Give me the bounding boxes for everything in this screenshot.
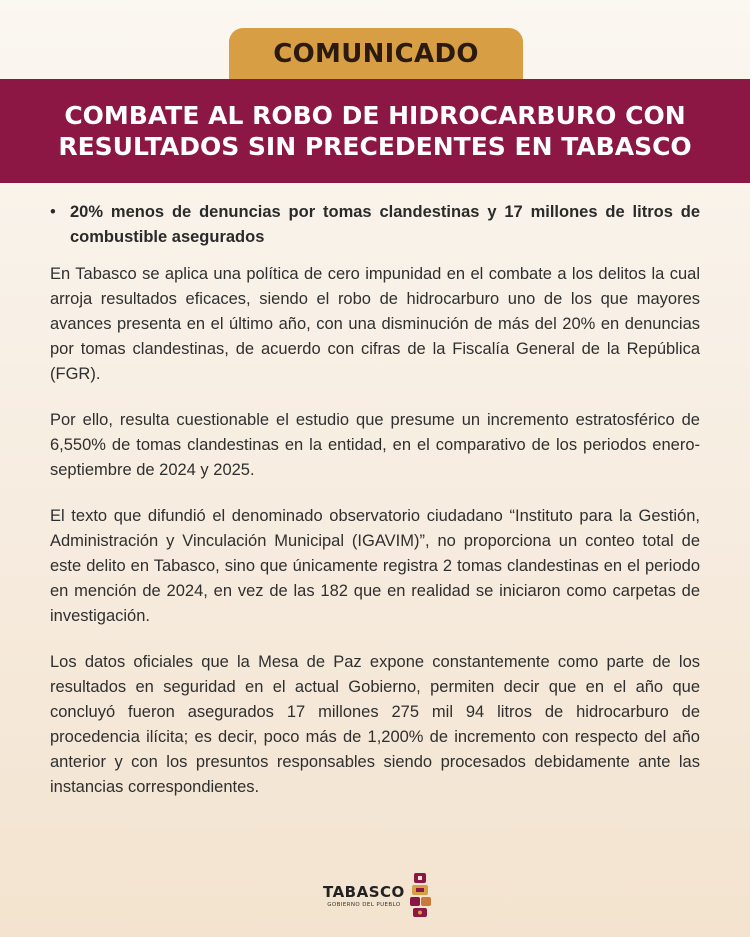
- main-content: [50, 200, 700, 821]
- logo-word: TABASCO: [323, 882, 405, 901]
- title-banner: [0, 79, 750, 183]
- paragraph-1: En Tabasco se aplica una política de cero impunidad en el combate a los delitos la cual arroja resultados eficaces, siendo el robo de hidrocarburo uno de los que mayores avances presenta en el último año, con una disminución de más del 20% en denuncias por tomas clandestinas, de acuerdo con cifras de la Fiscalía General de la República (FGR).: [50, 265, 700, 383]
- paragraph-3: El texto que difundió el denominado observatorio ciudadano “Instituto para la Gestión, Administración y Vinculación Municipal (IGAVIM)”, no proporciona un conteo total de este delito en Tabasco, sino que únicamente registra 2 tomas clandestinas en el periodo en mención de 2024, en vez de las 182 que en realidad se iniciaron como carpetas de investigación.: [50, 507, 700, 625]
- paragraph-4: Los datos oficiales que la Mesa de Paz expone constantemente como parte de los resultados en seguridad en el actual Gobierno, permiten decir que en el año que concluyó fueron asegurados 17 millones 275 mil 94 litros de hidrocarburo de procedencia ilícita; es decir, poco más de 1,200% de incremento con respecto del año anterior y con los presuntos responsables siendo procesados debidamente ante las instancias correspondientes.: [50, 653, 700, 796]
- logo-text: [323, 883, 405, 908]
- paragraph-2: Por ello, resulta cuestionable el estudio que presume un incremento estratosférico de 6,550% de tomas clandestinas en la entidad, en el comparativo de los periodos enero-septiembre de 2024 y 2025.: [50, 411, 700, 479]
- comunicado-tab: [229, 28, 523, 80]
- logo-subtitle: GOBIERNO DEL PUEBLO: [327, 901, 401, 908]
- page-title: COMBATE AL ROBO DE HIDROCARBURO CON RESULTADOS SIN PRECEDENTES EN TABASCO: [58, 101, 692, 161]
- tabasco-emblem-icon: [408, 871, 434, 919]
- bullet-item: [50, 200, 700, 250]
- bullet-icon: •: [50, 203, 56, 221]
- bullet-text: 20% menos de denuncias por tomas clandestinas y 17 millones de litros de combustible asegurados: [70, 203, 700, 246]
- tab-label: COMUNICADO: [273, 39, 479, 69]
- tabasco-logo: [323, 870, 434, 920]
